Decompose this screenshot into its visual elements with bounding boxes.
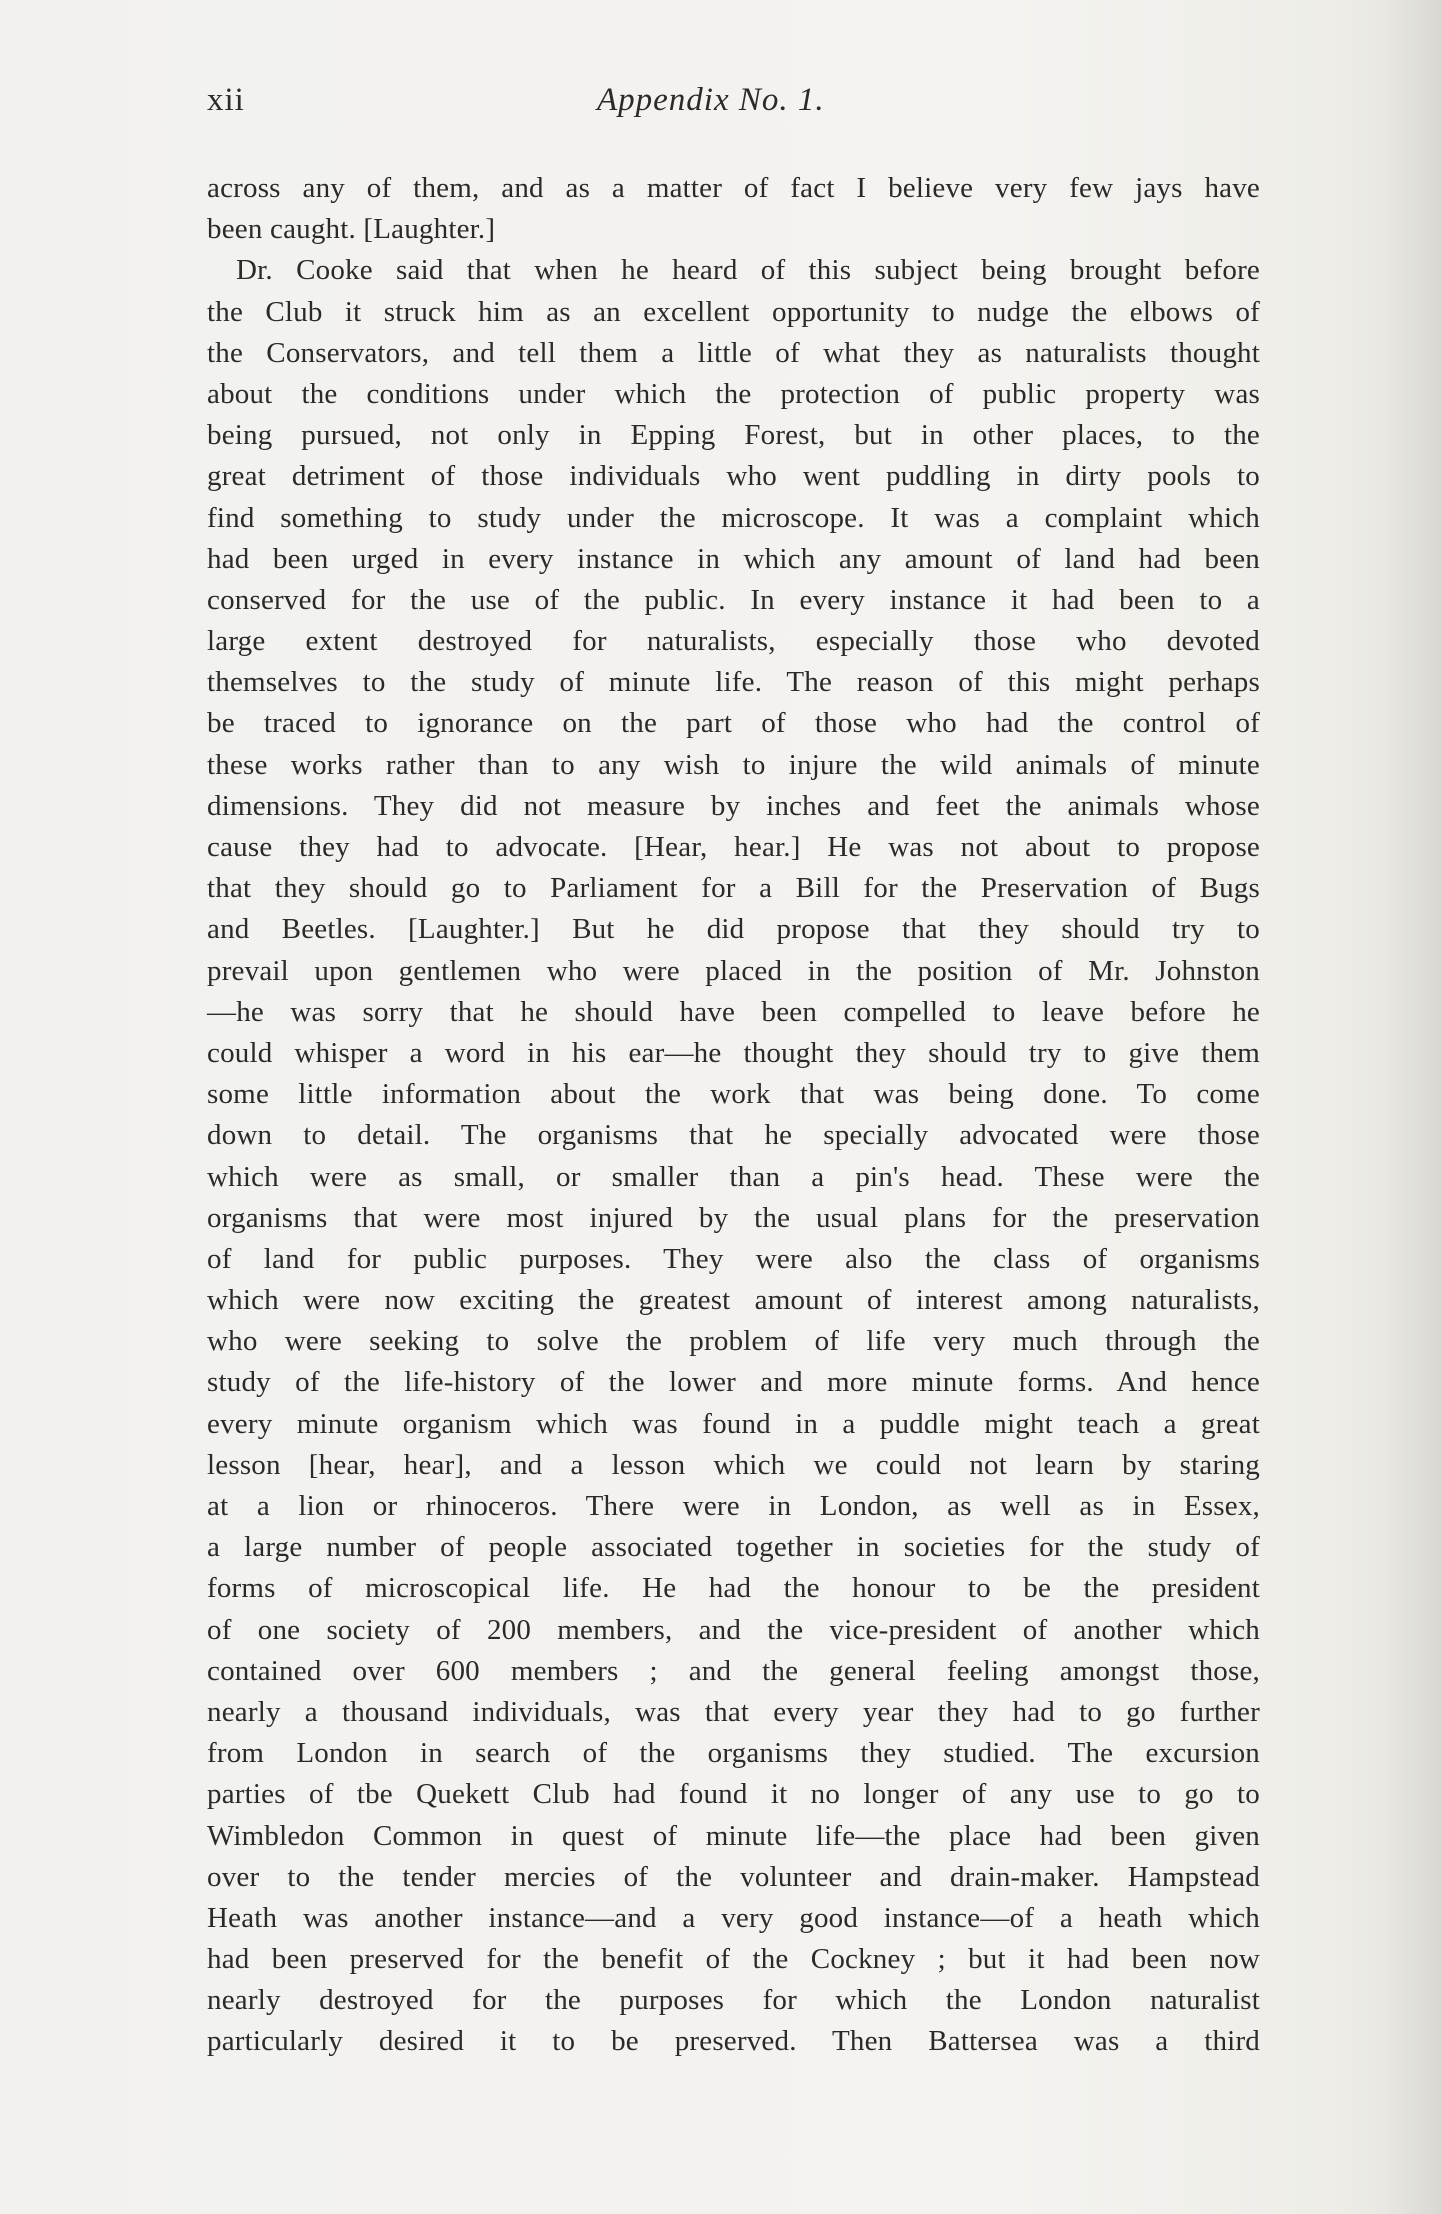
text-line: at a lion or rhinoceros. There were in London, as well as in Essex, [207, 1490, 1260, 1522]
text-line: over to the tender mercies of the volunteer and drain-maker. Hampstead [207, 1860, 1260, 1893]
text-line: cause they had to advocate. [Hear, hear.] He was not about to propose [207, 831, 1260, 863]
text-line: been caught. [Laughter.] [207, 213, 496, 246]
running-title: Appendix No. 1. [597, 82, 825, 118]
text-line: about the conditions under which the protection of public property was [207, 377, 1260, 410]
text-line: that they should go to Parliament for a Bill for the Preservation of Bugs [207, 872, 1260, 905]
body-text [207, 168, 1260, 2063]
text-line: which were now exciting the greatest amount of interest among naturalists, [207, 1284, 1260, 1317]
text-line: great detriment of those individuals who went puddling in dirty pools to [207, 460, 1260, 493]
text-line: conserved for the use of the public. In every instance it had been to a [207, 583, 1260, 616]
text-line: Dr. Cooke said that when he heard of this subject being brought before [236, 254, 1260, 287]
text-line: from London in search of the organisms they studied. The excursion [207, 1737, 1260, 1770]
text-line: of land for public purposes. They were also the class of organisms [207, 1242, 1260, 1275]
text-line: every minute organism which was found in a puddle might teach a great [207, 1407, 1260, 1440]
text-line: some little information about the work that was being done. To come [207, 1078, 1260, 1111]
text-line: the Club it struck him as an excellent opportunity to nudge the elbows of [207, 295, 1260, 328]
text-line: forms of microscopical life. He had the honour to be the president [207, 1572, 1260, 1605]
text-line: had been urged in every instance in which any amount of land had been [207, 542, 1260, 575]
text-line: particularly desired it to be preserved. Then Battersea was a third [207, 2025, 1260, 2058]
text-line: a large number of people associated together in societies for the study of [207, 1531, 1260, 1564]
text-line: organisms that were most injured by the usual plans for the preservation [207, 1201, 1260, 1234]
page-number: xii [207, 82, 245, 118]
text-line: nearly a thousand individuals, was that every year they had to go further [207, 1695, 1260, 1728]
text-line: themselves to the study of minute life. The reason of this might perhaps [207, 666, 1260, 699]
text-line: these works rather than to any wish to injure the wild animals of minute [207, 748, 1260, 781]
page-header [207, 82, 1260, 132]
text-line: parties of tbe Quekett Club had found it no longer of any use to go to [207, 1778, 1260, 1811]
text-line: and Beetles. [Laughter.] But he did propose that they should try to [207, 913, 1260, 946]
page-edge-shadow [1382, 0, 1442, 2214]
text-line: could whisper a word in his ear—he thought they should try to give them [207, 1036, 1260, 1069]
text-line: Heath was another instance—and a very good instance—of a heath which [207, 1901, 1260, 1934]
text-line: down to detail. The organisms that he specially advocated were those [207, 1119, 1260, 1152]
text-line: —he was sorry that he should have been compelled to leave before he [207, 995, 1260, 1028]
text-line: dimensions. They did not measure by inches and feet the animals whose [207, 789, 1260, 822]
text-line: of one society of 200 members, and the vice-president of another which [207, 1613, 1260, 1646]
text-line: who were seeking to solve the problem of life very much through the [207, 1325, 1260, 1358]
text-line: Wimbledon Common in quest of minute life—the place had been given [207, 1819, 1260, 1852]
text-line: large extent destroyed for naturalists, especially those who devoted [207, 625, 1260, 658]
text-line: be traced to ignorance on the part of those who had the control of [207, 707, 1260, 740]
text-line: contained over 600 members ; and the general feeling amongst those, [207, 1654, 1260, 1687]
text-line: the Conservators, and tell them a little of what they as naturalists thought [207, 336, 1260, 369]
text-line: lesson [hear, hear], and a lesson which we could not learn by staring [207, 1448, 1260, 1481]
text-line: being pursued, not only in Epping Forest, but in other places, to the [207, 419, 1260, 452]
text-line: nearly destroyed for the purposes for which the London naturalist [207, 1984, 1260, 2017]
text-line: across any of them, and as a matter of fact I believe very few jays have [207, 172, 1260, 204]
text-line: which were as small, or smaller than a pin's head. These were the [207, 1160, 1260, 1193]
text-line: prevail upon gentlemen who were placed in the position of Mr. Johnston [207, 954, 1260, 987]
text-line: find something to study under the microscope. It was a complaint which [207, 501, 1260, 534]
text-line: study of the life-history of the lower and more minute forms. And hence [207, 1366, 1260, 1399]
text-line: had been preserved for the benefit of the Cockney ; but it had been now [207, 1943, 1260, 1976]
